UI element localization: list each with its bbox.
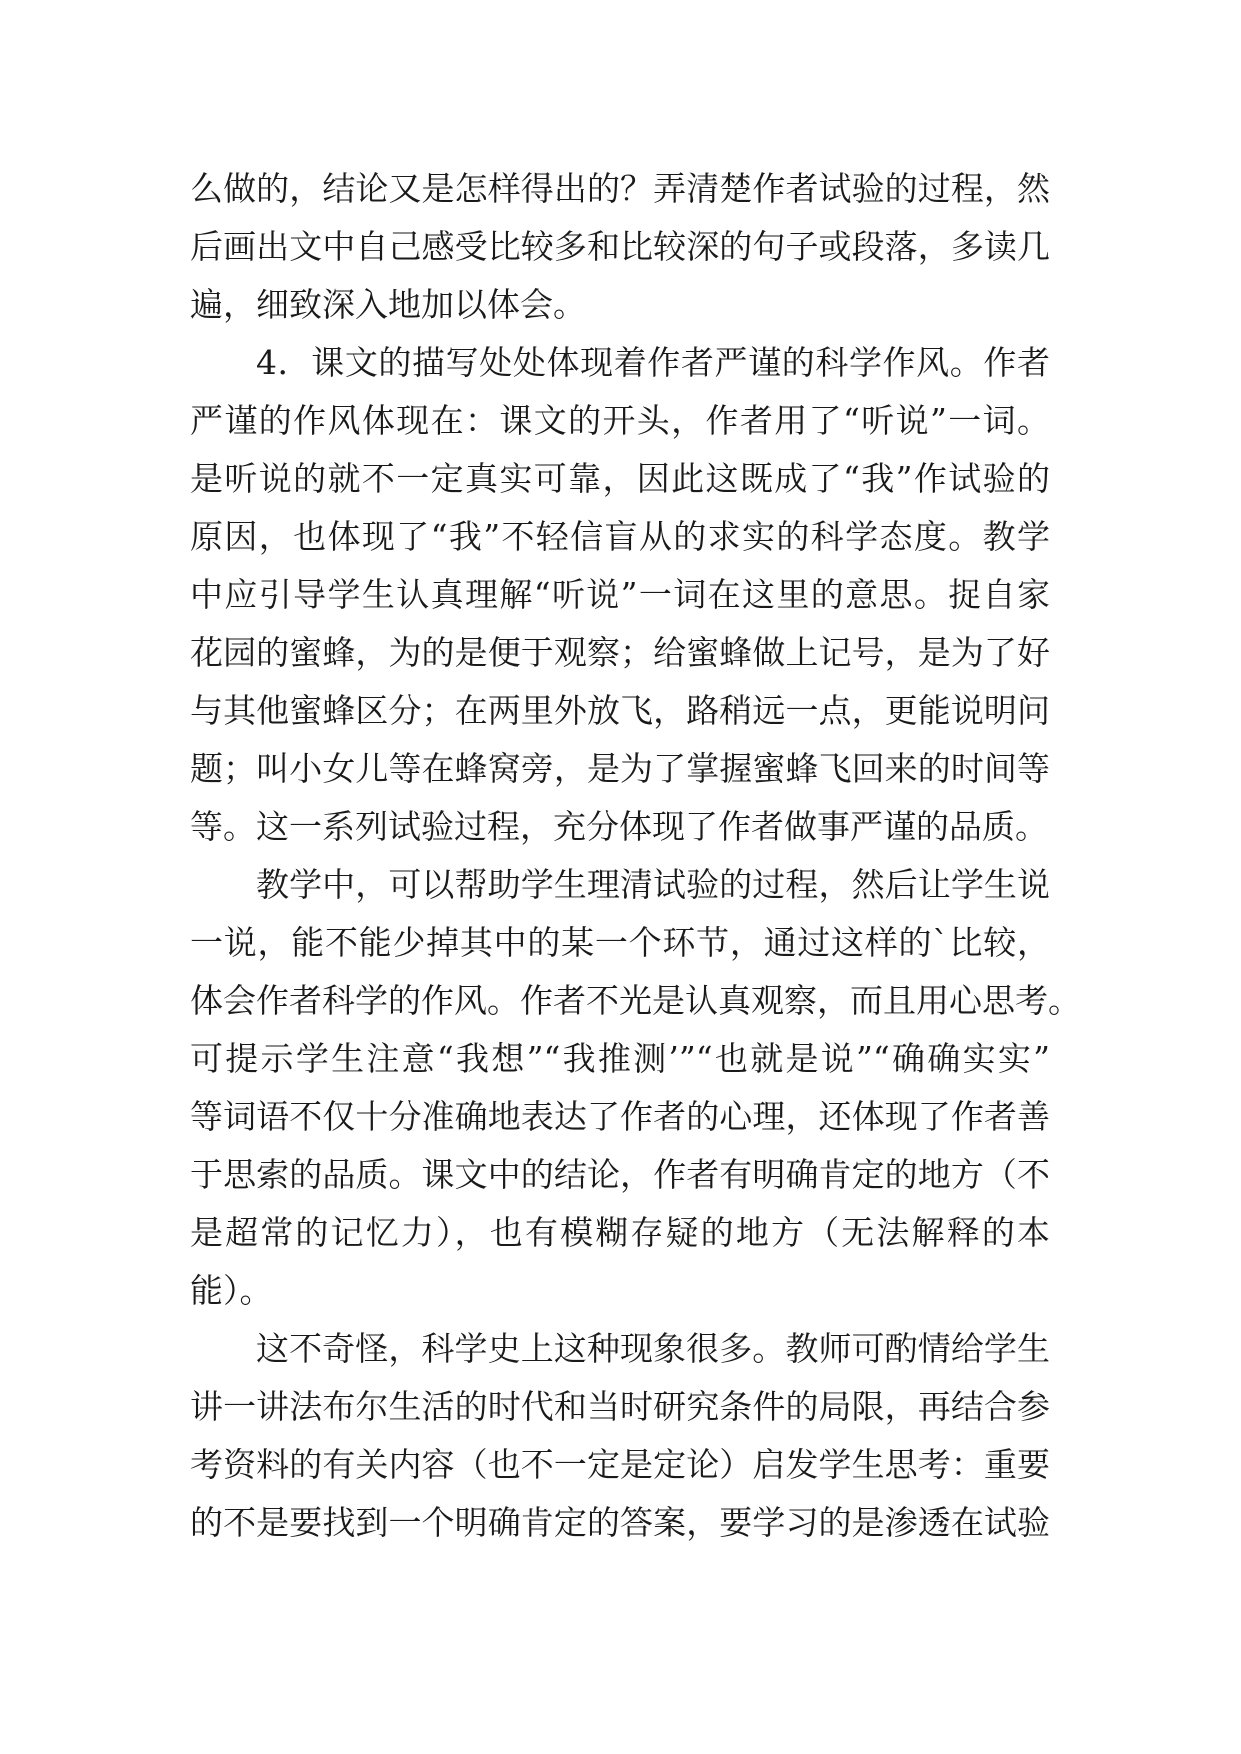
text-line: 体会作者科学的作风。作者不光是认真观察，而且用心思考。 — [190, 981, 1081, 1020]
text-line: 严谨的作风体现在：课文的开头，作者用了“听说”一词。 — [190, 401, 1050, 440]
text-line: 于思索的品质。课文中的结论，作者有明确肯定的地方（不 — [190, 1155, 1050, 1194]
text-line: 与其他蜜蜂区分；在两里外放飞，路稍远一点，更能说明问 — [190, 691, 1050, 730]
text-line: 中应引导学生认真理解“听说”一词在这里的意思。捉自家 — [190, 575, 1050, 614]
text-line: 后画出文中自己感受比较多和比较深的句子或段落，多读几 — [190, 227, 1050, 266]
text-line: 是超常的记忆力），也有模糊存疑的地方（无法解释的本 — [190, 1213, 1050, 1252]
text-line: 能）。 — [190, 1271, 273, 1310]
text-line: 等词语不仅十分准确地表达了作者的心理，还体现了作者善 — [190, 1097, 1050, 1136]
text-line: 花园的蜜蜂，为的是便于观察；给蜜蜂做上记号，是为了好 — [190, 633, 1050, 672]
text-line: 题；叫小女儿等在蜂窝旁，是为了掌握蜜蜂飞回来的时间等 — [190, 749, 1050, 788]
text-line: 遍，细致深入地加以体会。 — [190, 285, 586, 324]
text-line: 是听说的就不一定真实可靠，因此这既成了“我”作试验的 — [190, 459, 1050, 498]
text-line: 的不是要找到一个明确肯定的答案，要学习的是渗透在试验 — [190, 1503, 1050, 1542]
text-line: 考资料的有关内容（也不一定是定论）启发学生思考：重要 — [190, 1445, 1050, 1484]
text-line: 讲一讲法布尔生活的时代和当时研究条件的局限，再结合参 — [190, 1387, 1050, 1426]
text-line: 一说，能不能少掉其中的某一个环节，通过这样的`比较， — [190, 923, 1050, 962]
text-line: 等。这一系列试验过程，充分体现了作者做事严谨的品质。 — [190, 807, 1048, 846]
text-line: 教学中，可以帮助学生理清试验的过程，然后让学生说 — [256, 865, 1050, 904]
text-line: 原因，也体现了“我”不轻信盲从的求实的科学态度。教学 — [190, 517, 1050, 556]
text-line: 可提示学生注意“我想”“我推测’”“也就是说”“确确实实” — [190, 1039, 1050, 1078]
body-text — [190, 160, 1081, 1552]
text-line: 4．课文的描写处处体现着作者严谨的科学作风。作者 — [256, 343, 1050, 382]
text-line: 这不奇怪，科学史上这种现象很多。教师可酌情给学生 — [256, 1329, 1050, 1368]
text-line: 么做的，结论又是怎样得出的？弄清楚作者试验的过程，然 — [190, 169, 1050, 208]
